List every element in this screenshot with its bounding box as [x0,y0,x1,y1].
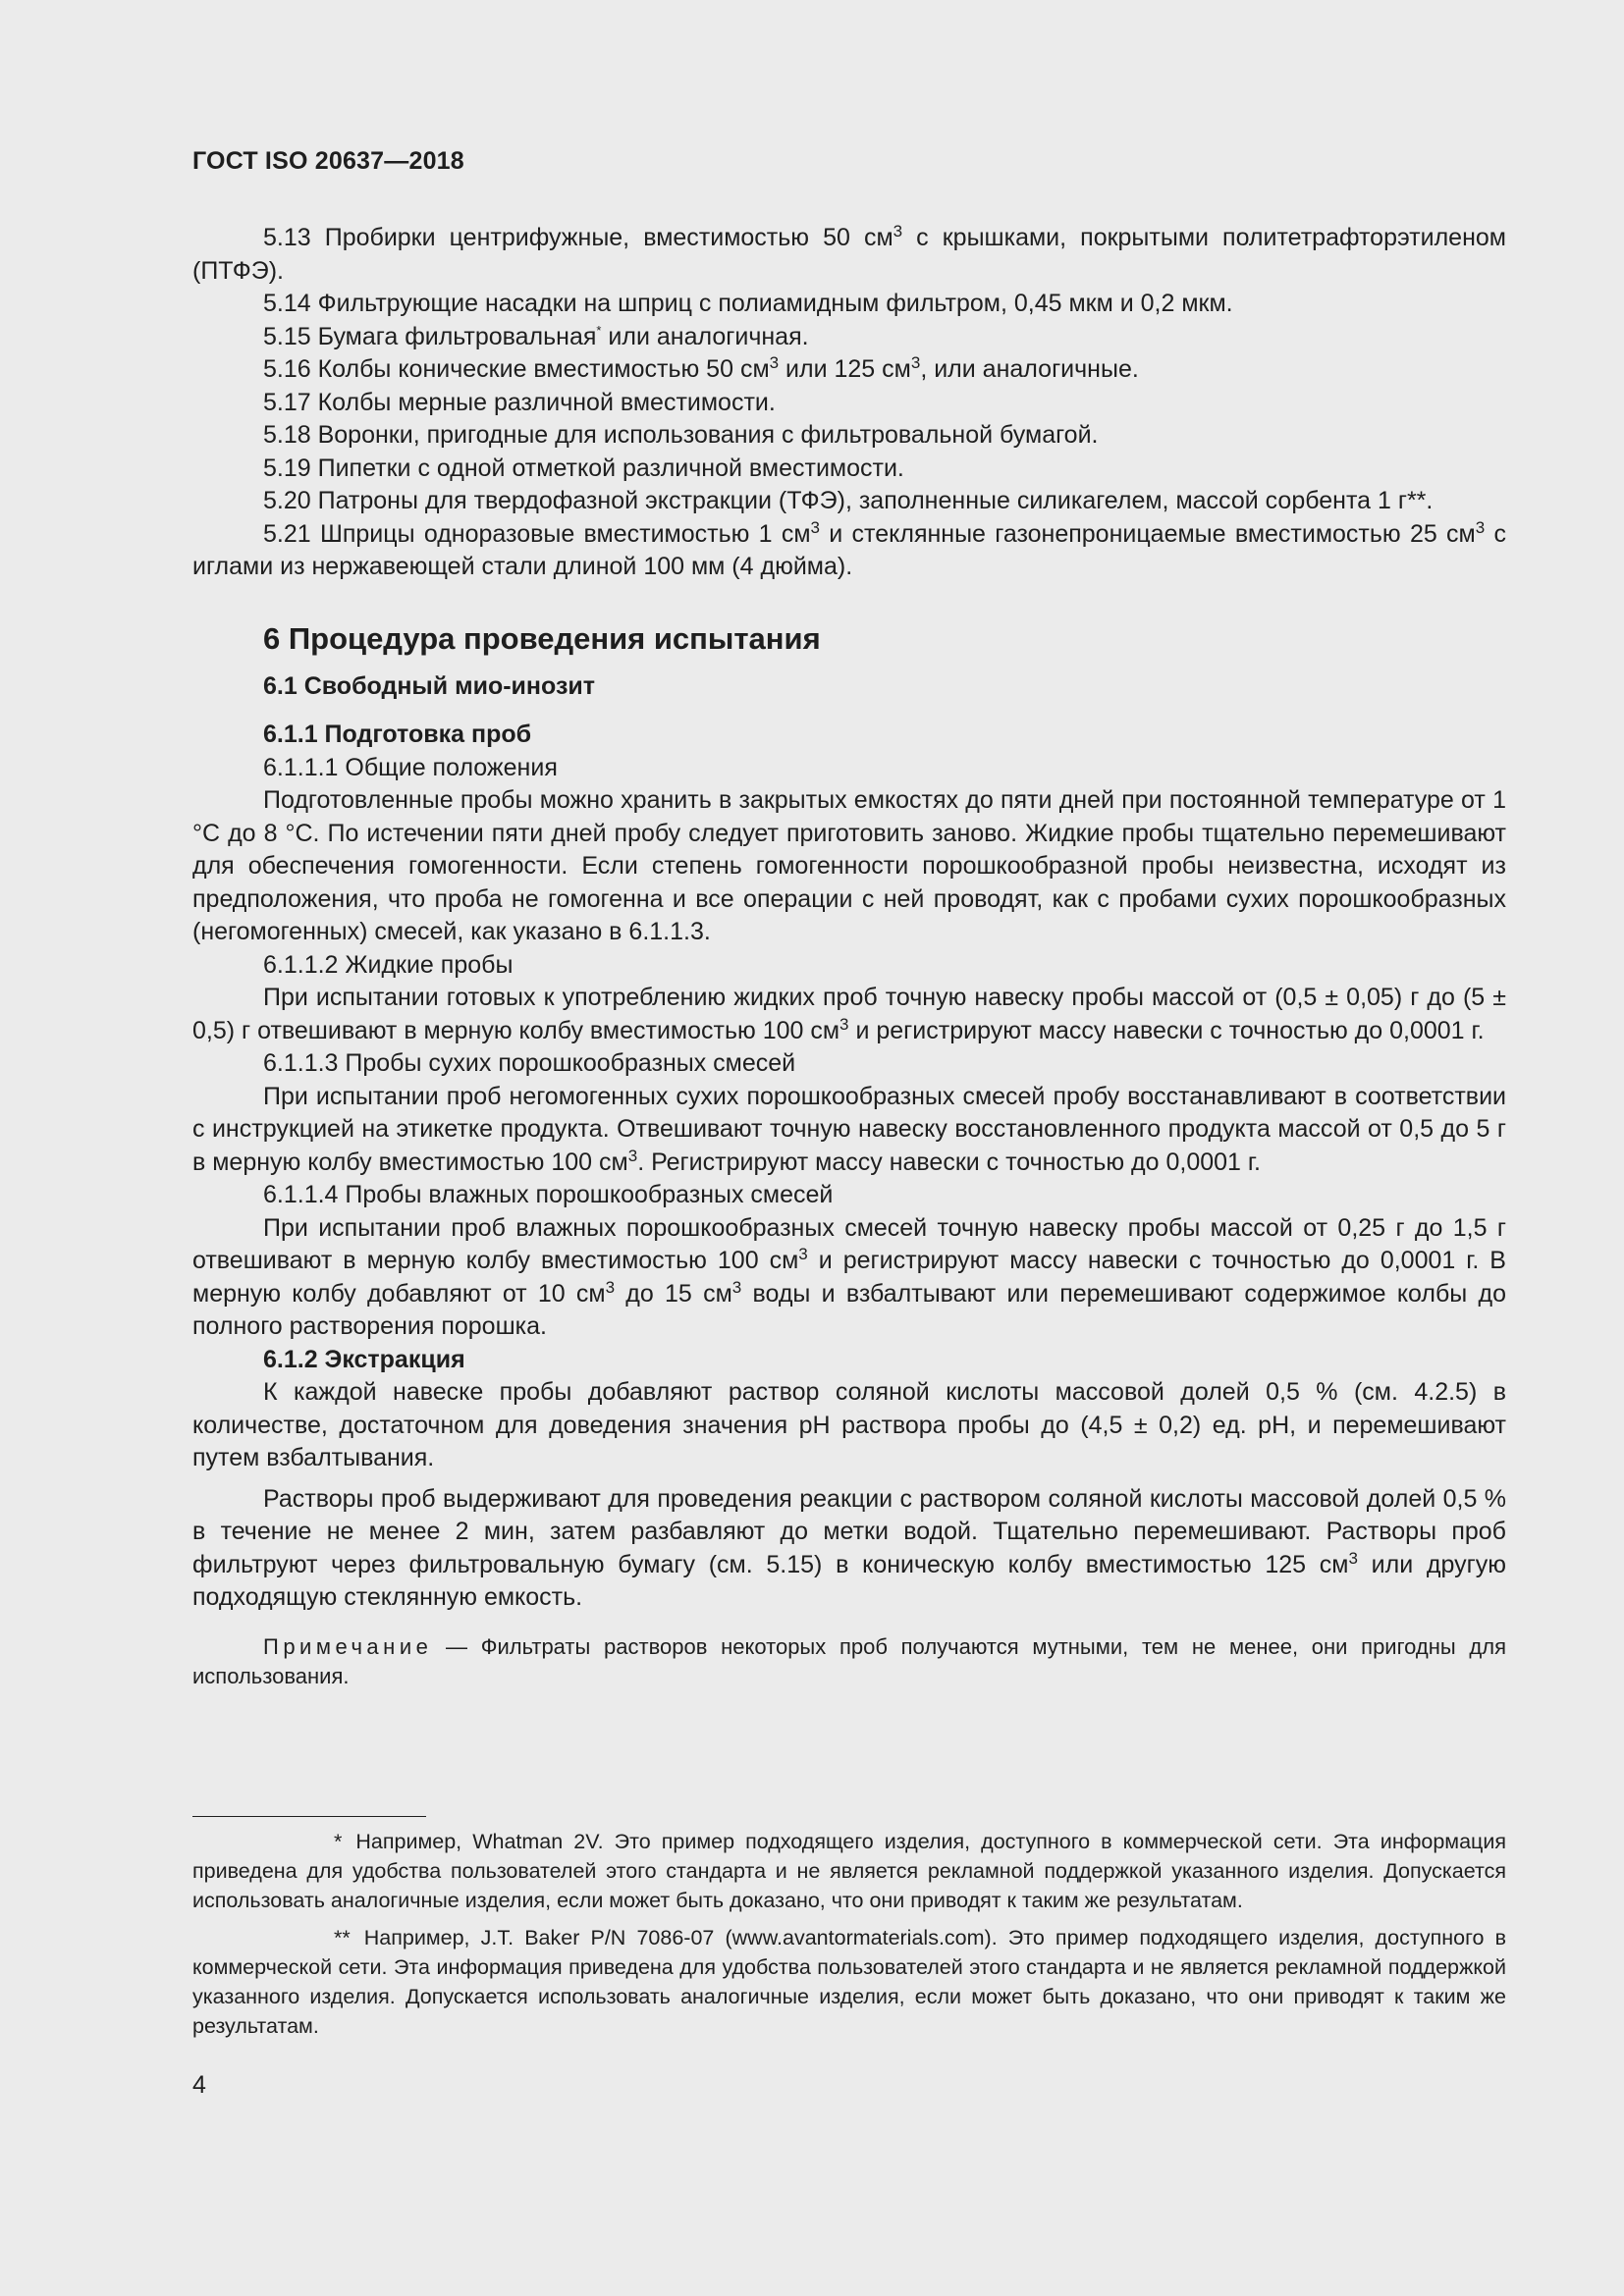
section-6-1-2-heading: 6.1.2 Экстракция [263,1345,465,1373]
list-item-5-17: 5.17 Колбы мерные различной вместимости. [263,388,776,416]
list-item-5-15: 5.15 Бумага фильтровальная* или аналогичная. [263,322,809,350]
list-item-5-14: 5.14 Фильтрующие насадки на шприц с полиамидным фильтром, 0,45 мкм и 0,2 мкм. [263,290,1233,317]
footnote-separator [192,1816,426,1817]
note-text: — Фильтраты растворов некоторых проб получаются мутными, тем не менее, они пригодны для использования. [192,1633,1506,1688]
list-item-5-21: 5.21 Шприцы одноразовые вместимостью 1 $см^3$ и стеклянные газонепроницаемые вместимостью 25 $см^3$ с иглами из нержавеющей стали длиной 100 мм (4 дюйма). [192,517,1506,580]
page-number: 4 [192,2071,206,2099]
section-6-1-1-2-heading: 6.1.1.2 Жидкие пробы [263,950,514,979]
section-6-1-1-1-heading: 6.1.1.1 Общие положения [263,753,558,781]
section-6-heading: 6 Процедура проведения испытания [263,620,821,656]
paragraph-6-1-2-second: Растворы проб выдерживают для проведения реакции с раствором соляной кислоты массовой долей 0,5 % в течение не менее 2 мин, затем разбавляют до метки водой. Тщательно перемешивают. Растворы проб фильтруют через фильтровальную бумагу (см. 5.15) в коническую колбу вместимостью 125 $см^3$ или другую подходящую стеклянную емкость. [192,1484,1506,1611]
section-6-1-1-heading: 6.1.1 Подготовка проб [263,721,532,748]
document-body [192,222,1506,1691]
list-item-5-13: 5.13 Пробирки центрифужные, вместимостью 50 $см^3$ с крышками, покрытыми политетрафторэтиленом (ПТФЭ). [192,222,1506,285]
list-item-5-20: 5.20 Патроны для твердофазной экстракции (ТФЭ), заполненные силикагелем, массой сорбента 1 г**. [263,487,1434,514]
footnote-2-mark: ** [334,1926,351,1949]
section-6-1-1-3-heading: 6.1.1.3 Пробы сухих порошкообразных смесей [263,1049,796,1077]
note-label: Примечание [263,1633,433,1659]
section-6-1-1-4-heading: 6.1.1.4 Пробы влажных порошкообразных смесей [263,1181,834,1208]
paragraph-6-1-1-3: При испытании проб негомогенных сухих порошкообразных смесей пробу восстанавливают в соответствии с инструкцией на этикетке продукта. Отвешивают точную навеску восстановленного продукта массой от 0,5 до 5 г в мерную колбу вместимостью 100 $см^3$. Регистрируют массу навески с точностью до 0,0001 г. [192,1082,1506,1176]
paragraph-6-1-1-4: При испытании проб влажных порошкообразных смесей точную навеску пробы массой от 0,25 г до 1,5 г отвешивают в мерную колбу вместимостью 100 $см^3$ и регистрируют массу навески с точностью до 0,0001 г. В мерную колбу добавляют от 10 $см^3$ до 15 $см^3$ воды и взбалтывают или перемешивают содержимое колбы до полного растворения порошка. [192,1213,1506,1340]
paragraph-6-1-1-2: При испытании готовых к употреблению жидких проб точную навеску пробы массой от (0,5 ± 0,05) г до (5 ± 0,5) г отвешивают в мерную колбу вместимостью 100 $см^3$ и регистрируют массу навески с точностью до 0,0001 г. [192,984,1506,1044]
document-header-title: ГОСТ ISO 20637—2018 [192,147,464,175]
paragraph-6-1-2-first: К каждой навеске пробы добавляют раствор соляной кислоты массовой долей 0,5 % (см. 4.2.5) в количестве, достаточном для доведения значения pH раствора пробы до (4,5 ± 0,2) ед. pH, и перемешивают путем взбалтывания. [192,1378,1506,1471]
list-item-5-18: 5.18 Воронки, пригодные для использования с фильтровальной бумагой. [263,421,1099,449]
paragraph-6-1-1-1: Подготовленные пробы можно хранить в закрытых емкостях до пяти дней при постоянной температуре от 1 °С до 8 °С. По истечении пяти дней пробу следует приготовить заново. Жидкие пробы тщательно перемешивают для обеспечения гомогенности. Если степень гомогенности порошкообразной пробы неизвестна, исходят из предположения, что проба не гомогенна и все операции с ней проводят, как с пробами сухих порошкообразных (негомогенных) смесей, как указано в 6.1.1.3. [192,786,1506,945]
note [192,1632,1506,1691]
footnote-1: * Например, Whatman 2V. Это пример подходящего изделия, доступного в коммерческой сети. Эта информация приведена для удобства пользователей этого стандарта и не является рекламной поддержкой указанного изделия. Допускается использовать аналогичные изделия, если может быть доказано, что они приводят к таким же результатам. [192,1827,1506,1915]
footnote-2: ** Например, J.T. Baker P/N 7086-07 (www.avantormaterials.com). Это пример подходящего изделия, доступного в коммерческой сети. Эта информация приведена для удобства пользователей этого стандарта и не является рекламной поддержкой указанного изделия. Допускается использовать аналогичные изделия, если может быть доказано, что они приводят к таким же результатам. [192,1923,1506,2041]
section-6-1-heading: 6.1 Свободный мио-инозит [263,671,595,700]
footnote-1-mark: * [334,1830,343,1853]
footnotes [192,1816,1506,2041]
list-item-5-16: 5.16 Колбы конические вместимостью 50 $см^3$ или 125 $см^3$, или аналогичные. [263,353,1139,383]
list-item-5-19: 5.19 Пипетки с одной отметкой различной вместимости. [263,454,904,482]
